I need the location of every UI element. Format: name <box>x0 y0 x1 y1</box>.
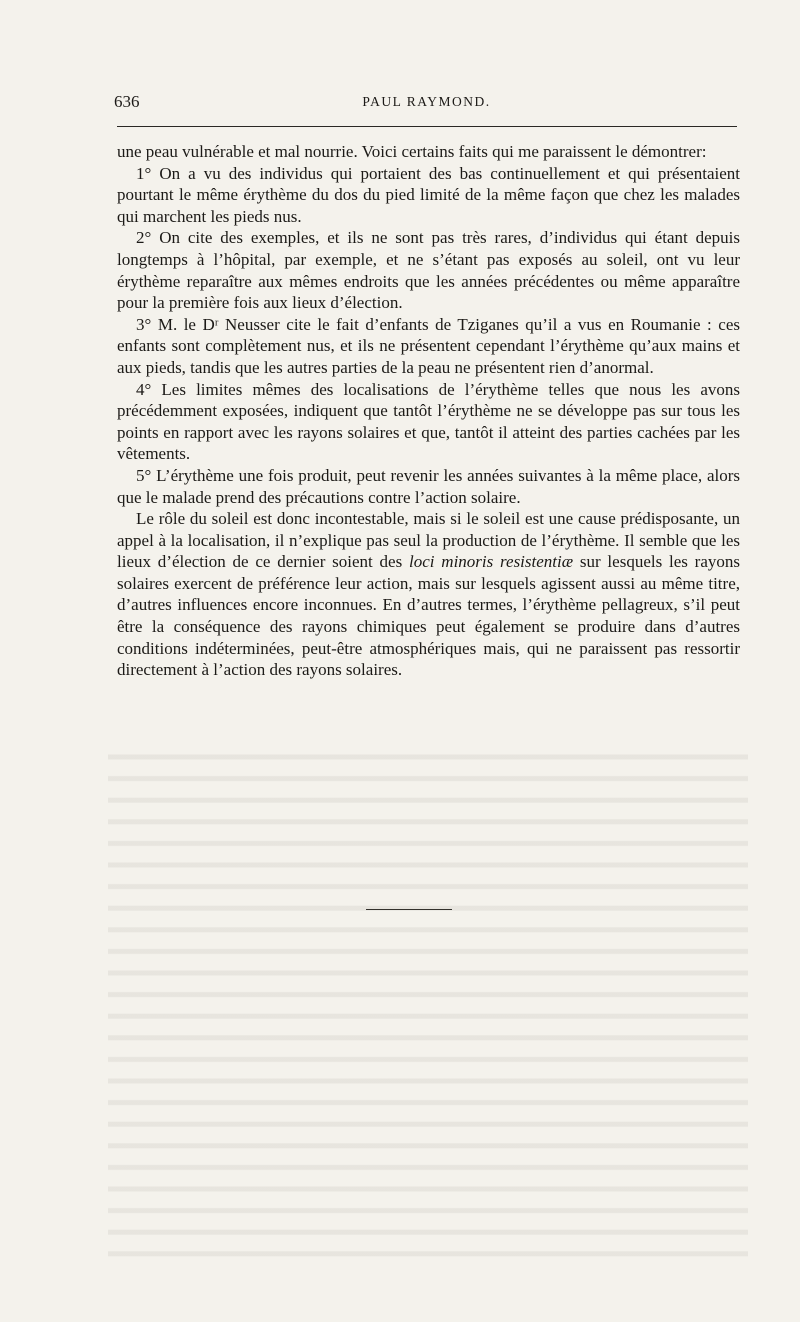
latin-phrase: loci minoris resistentiæ <box>409 552 574 572</box>
paragraph-point-4: 4° Les limites mêmes des localisations de l’érythème telles que nous les avons précédemment exposées, indiquent que tantôt l’érythème ne se développe pas sur tous les points en rapport avec les rayons solaires et que, tantôt il atteint des parties cachées par les vêtements. <box>117 379 740 464</box>
paragraph-point-3: 3° M. le Dʳ Neusser cite le fait d’enfants de Tziganes qu’il a vus en Roumanie : ces enfants sont complètement nus, et ils ne présentent cependant l’érythème qu’aux mains et aux pieds, tandis que les autres parties de la peau ne présentent rien d’anormal. <box>117 314 740 377</box>
bleed-through-texture <box>108 742 748 1262</box>
paragraph-conclusion <box>117 508 740 681</box>
paragraph-intro: une peau vulnérable et mal nourrie. Voici certains faits qui me paraissent le démontrer: <box>117 142 707 161</box>
paragraph-point-2: 2° On cite des exemples, et ils ne sont pas très rares, d’individus qui étant depuis longtemps à l’hôpital, par exemple, et ne s’étant pas exposés au soleil, ont vu leur érythème reparaître aux mêmes endroits que les années précédentes ou même apparaître pour la première fois aux lieux d’élection. <box>117 228 740 313</box>
page-header <box>114 92 739 116</box>
body-text <box>117 141 740 681</box>
conclusion-text-end: sur lesquels les rayons solaires exercent de préférence leur action, mais sur lesquels agissent aussi au même titre, d’autres influences encore inconnues. En d’autres termes, l’érythème pellagreux, s’il peut être la conséquence des rayons chimiques peut également se produire dans d’autres conditions indéterminées, peut-être atmosphériques mais, qui ne paraissent pas ressortir directement à l’action des rayons solaires. <box>117 552 740 680</box>
paragraph-point-1: 1° On a vu des individus qui portaient des bas continuellement et qui présentaient pourtant le même érythème du dos du pied limité de la même façon que chez les malades qui marchent les pieds nus. <box>117 163 740 226</box>
conclusion-text-start: Le rôle du soleil est donc incontestable, mais si le soleil est une cause prédisposante, un appel à la localisation, il n’explique pas seul la production de l’érythème. Il semble que les lieux d’élection de ce dernier soient des <box>117 509 740 572</box>
page-number: 636 <box>114 92 140 111</box>
running-head: PAUL RAYMOND. <box>362 94 491 109</box>
header-rule <box>117 126 737 127</box>
section-end-rule <box>366 909 452 910</box>
paragraph-point-5: 5° L’érythème une fois produit, peut revenir les années suivantes à la même place, alors que le malade prend des précautions contre l’action solaire. <box>117 465 740 507</box>
